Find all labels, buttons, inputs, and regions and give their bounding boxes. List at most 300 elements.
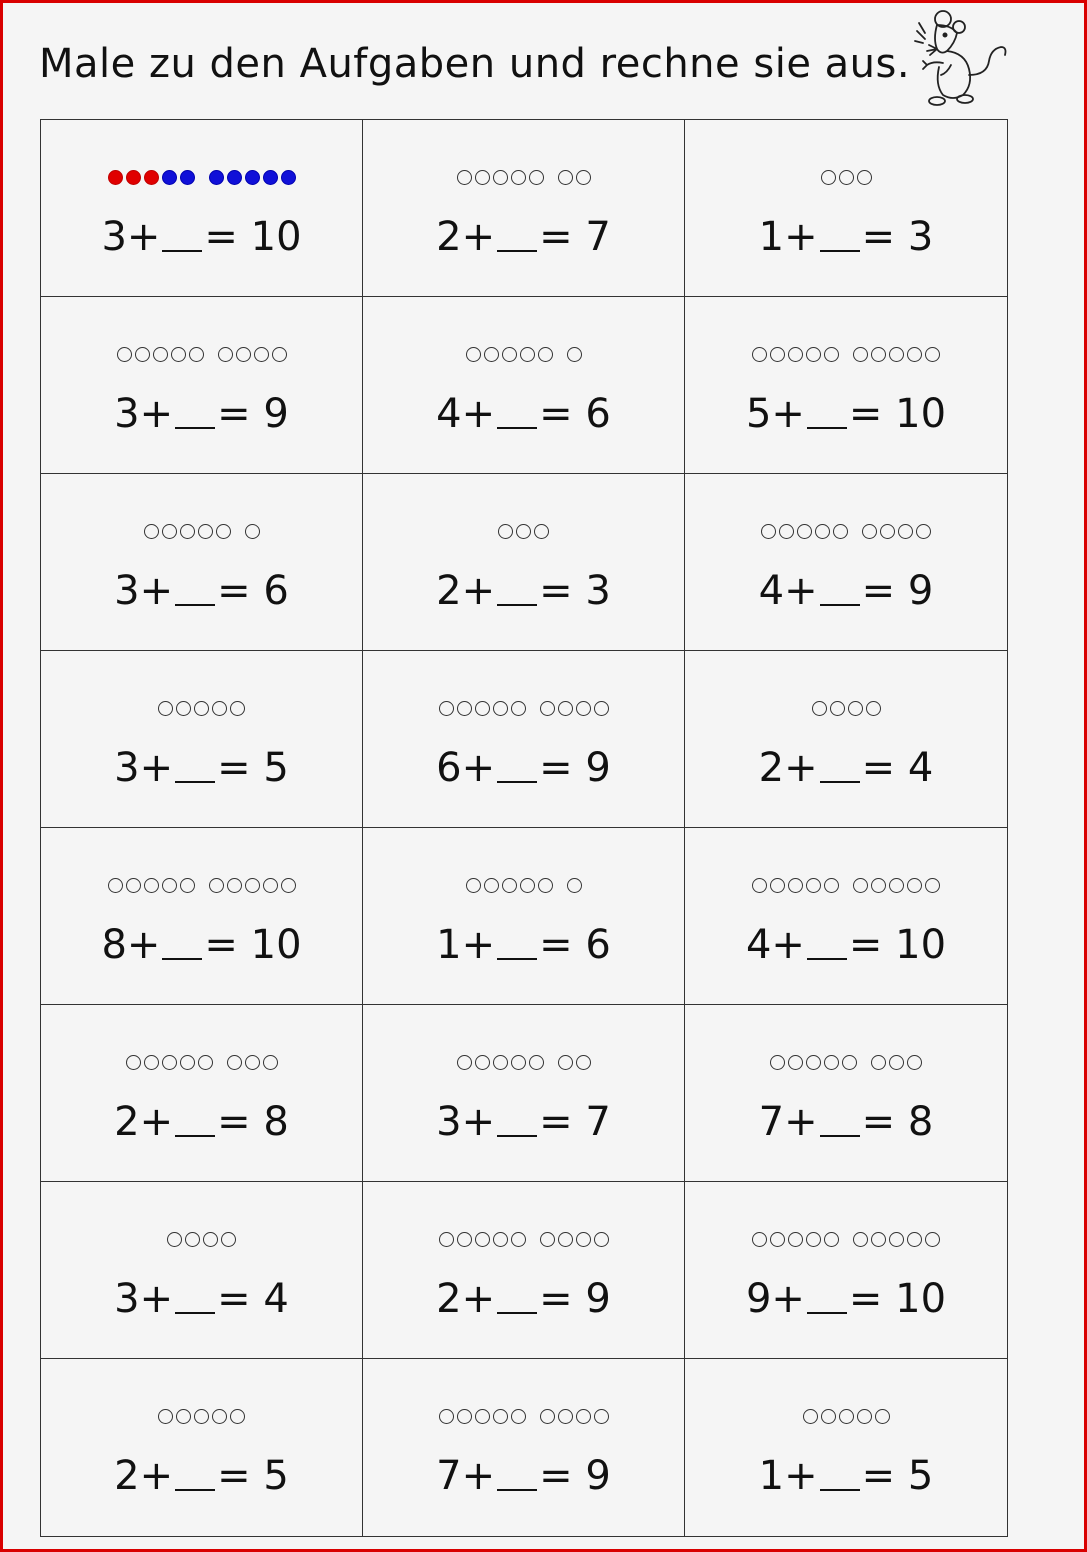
dot-row bbox=[363, 1232, 684, 1247]
counting-circle[interactable] bbox=[594, 1232, 609, 1247]
plus-sign: + bbox=[461, 568, 496, 614]
counting-circle[interactable] bbox=[209, 170, 224, 185]
sum-value: 6 bbox=[263, 568, 289, 614]
counting-circle[interactable] bbox=[848, 701, 863, 716]
sum-value: 8 bbox=[907, 1099, 934, 1145]
counting-circle[interactable] bbox=[788, 878, 803, 893]
counting-circle[interactable] bbox=[281, 170, 296, 185]
task-cell bbox=[363, 120, 685, 297]
counting-circle[interactable] bbox=[475, 1055, 490, 1070]
counting-circle[interactable] bbox=[227, 1055, 242, 1070]
equals-sign: = bbox=[861, 568, 908, 614]
addition-equation bbox=[685, 1099, 1007, 1145]
counting-circle[interactable] bbox=[493, 1232, 508, 1247]
counting-circle[interactable] bbox=[475, 170, 490, 185]
counting-circle[interactable] bbox=[576, 170, 591, 185]
counting-circle[interactable] bbox=[189, 347, 204, 362]
counting-circle[interactable] bbox=[752, 347, 767, 362]
plus-sign: + bbox=[126, 922, 161, 968]
task-cell bbox=[685, 828, 1007, 1005]
counting-circle[interactable] bbox=[176, 1409, 191, 1424]
counting-circle[interactable] bbox=[511, 1409, 526, 1424]
counting-circle[interactable] bbox=[880, 524, 895, 539]
counting-circle[interactable] bbox=[889, 347, 904, 362]
plus-sign: + bbox=[461, 391, 496, 437]
counting-circle[interactable] bbox=[180, 170, 195, 185]
counting-circle[interactable] bbox=[230, 701, 245, 716]
addition-equation bbox=[363, 1453, 684, 1499]
task-cell bbox=[685, 651, 1007, 828]
counting-circle[interactable] bbox=[171, 347, 186, 362]
counting-circle[interactable] bbox=[830, 701, 845, 716]
counting-circle[interactable] bbox=[212, 1409, 227, 1424]
addition-equation bbox=[363, 922, 684, 968]
counting-circle[interactable] bbox=[108, 170, 123, 185]
counting-circle[interactable] bbox=[821, 1409, 836, 1424]
addition-equation bbox=[685, 214, 1007, 260]
counting-circle[interactable] bbox=[752, 1232, 767, 1247]
counting-circle[interactable] bbox=[439, 1232, 454, 1247]
counting-circle[interactable] bbox=[263, 170, 278, 185]
task-cell bbox=[685, 1182, 1007, 1359]
task-cell bbox=[41, 651, 363, 828]
counting-circle[interactable] bbox=[540, 701, 555, 716]
dot-row bbox=[41, 701, 362, 716]
plus-sign: + bbox=[784, 568, 818, 614]
counting-circle[interactable] bbox=[221, 1232, 236, 1247]
counting-circle[interactable] bbox=[558, 1055, 573, 1070]
answer-blank[interactable] bbox=[820, 780, 860, 783]
first-addend: 3 bbox=[114, 391, 140, 437]
counting-circle[interactable] bbox=[871, 1055, 886, 1070]
counting-circle[interactable] bbox=[167, 1232, 182, 1247]
plus-sign: + bbox=[461, 214, 496, 260]
answer-blank[interactable] bbox=[497, 1311, 537, 1314]
counting-circle[interactable] bbox=[839, 170, 854, 185]
counting-circle[interactable] bbox=[194, 701, 209, 716]
counting-circle[interactable] bbox=[824, 347, 839, 362]
first-addend: 1 bbox=[436, 922, 462, 968]
counting-circle[interactable] bbox=[770, 1055, 785, 1070]
addition-equation bbox=[41, 1276, 362, 1322]
counting-circle[interactable] bbox=[254, 347, 269, 362]
equals-sign: = bbox=[217, 1099, 264, 1145]
counting-circle[interactable] bbox=[144, 1055, 159, 1070]
first-addend: 4 bbox=[436, 391, 462, 437]
first-addend: 7 bbox=[758, 1099, 785, 1145]
addition-equation bbox=[363, 745, 684, 791]
equals-sign: = bbox=[539, 1099, 586, 1145]
first-addend: 1 bbox=[758, 1453, 785, 1499]
equals-sign: = bbox=[217, 1276, 264, 1322]
first-addend: 4 bbox=[758, 568, 785, 614]
sum-value: 10 bbox=[250, 922, 302, 968]
dot-row bbox=[685, 701, 1007, 716]
counting-circle[interactable] bbox=[203, 1232, 218, 1247]
counting-circle[interactable] bbox=[511, 1232, 526, 1247]
counting-circle[interactable] bbox=[558, 701, 573, 716]
task-cell bbox=[363, 474, 685, 651]
first-addend: 2 bbox=[436, 568, 462, 614]
task-cell bbox=[363, 651, 685, 828]
dot-row bbox=[685, 1409, 1007, 1424]
counting-circle[interactable] bbox=[493, 1055, 508, 1070]
counting-circle[interactable] bbox=[511, 170, 526, 185]
equals-sign: = bbox=[539, 745, 586, 791]
answer-blank[interactable] bbox=[175, 1134, 215, 1137]
counting-circle[interactable] bbox=[493, 701, 508, 716]
counting-circle[interactable] bbox=[511, 1055, 526, 1070]
counting-circle[interactable] bbox=[457, 1409, 472, 1424]
counting-circle[interactable] bbox=[153, 347, 168, 362]
counting-circle[interactable] bbox=[842, 1055, 857, 1070]
sum-value: 9 bbox=[585, 1276, 611, 1322]
answer-blank[interactable] bbox=[820, 249, 860, 252]
counting-circle[interactable] bbox=[162, 1055, 177, 1070]
first-addend: 3 bbox=[114, 568, 140, 614]
counting-circle[interactable] bbox=[806, 1055, 821, 1070]
dot-row bbox=[685, 1232, 1007, 1247]
sum-value: 4 bbox=[907, 745, 934, 791]
counting-circle[interactable] bbox=[916, 524, 931, 539]
counting-circle[interactable] bbox=[788, 1055, 803, 1070]
counting-circle[interactable] bbox=[866, 701, 881, 716]
first-addend: 2 bbox=[436, 214, 462, 260]
counting-circle[interactable] bbox=[862, 524, 877, 539]
counting-circle[interactable] bbox=[144, 524, 159, 539]
task-cell bbox=[41, 120, 363, 297]
answer-blank[interactable] bbox=[497, 957, 537, 960]
counting-circle[interactable] bbox=[162, 524, 177, 539]
counting-circle[interactable] bbox=[180, 878, 195, 893]
counting-circle[interactable] bbox=[198, 524, 213, 539]
counting-circle[interactable] bbox=[272, 347, 287, 362]
counting-circle[interactable] bbox=[439, 701, 454, 716]
counting-circle[interactable] bbox=[180, 1055, 195, 1070]
counting-circle[interactable] bbox=[833, 524, 848, 539]
first-addend: 2 bbox=[758, 745, 785, 791]
plus-sign: + bbox=[139, 1276, 174, 1322]
task-cell bbox=[41, 1359, 363, 1536]
counting-circle[interactable] bbox=[108, 878, 123, 893]
answer-blank[interactable] bbox=[497, 1488, 537, 1491]
equals-sign: = bbox=[217, 568, 264, 614]
answer-blank[interactable] bbox=[820, 603, 860, 606]
first-addend: 3 bbox=[114, 1276, 140, 1322]
answer-blank[interactable] bbox=[175, 426, 215, 429]
counting-circle[interactable] bbox=[538, 878, 553, 893]
addition-equation bbox=[363, 568, 684, 614]
answer-blank[interactable] bbox=[497, 249, 537, 252]
answer-blank[interactable] bbox=[807, 426, 847, 429]
addition-equation bbox=[363, 391, 684, 437]
counting-circle[interactable] bbox=[824, 1055, 839, 1070]
sum-value: 7 bbox=[585, 214, 611, 260]
counting-circle[interactable] bbox=[498, 524, 513, 539]
answer-blank[interactable] bbox=[175, 1488, 215, 1491]
answer-blank[interactable] bbox=[807, 957, 847, 960]
counting-circle[interactable] bbox=[821, 170, 836, 185]
counting-circle[interactable] bbox=[493, 1409, 508, 1424]
counting-circle[interactable] bbox=[158, 1409, 173, 1424]
equals-sign: = bbox=[204, 214, 251, 260]
counting-circle[interactable] bbox=[907, 1232, 922, 1247]
first-addend: 3 bbox=[101, 214, 127, 260]
counting-circle[interactable] bbox=[853, 878, 868, 893]
counting-circle[interactable] bbox=[209, 878, 224, 893]
counting-circle[interactable] bbox=[227, 170, 242, 185]
counting-circle[interactable] bbox=[761, 524, 776, 539]
counting-circle[interactable] bbox=[925, 878, 940, 893]
counting-circle[interactable] bbox=[162, 170, 177, 185]
answer-blank[interactable] bbox=[497, 1134, 537, 1137]
counting-circle[interactable] bbox=[797, 524, 812, 539]
counting-circle[interactable] bbox=[245, 878, 260, 893]
dot-row bbox=[363, 170, 684, 185]
counting-circle[interactable] bbox=[853, 347, 868, 362]
sum-value: 6 bbox=[585, 391, 611, 437]
counting-circle[interactable] bbox=[540, 1232, 555, 1247]
counting-circle[interactable] bbox=[806, 1232, 821, 1247]
counting-circle[interactable] bbox=[567, 878, 582, 893]
counting-circle[interactable] bbox=[263, 1055, 278, 1070]
counting-circle[interactable] bbox=[567, 347, 582, 362]
counting-circle[interactable] bbox=[281, 878, 296, 893]
counting-circle[interactable] bbox=[889, 1055, 904, 1070]
counting-circle[interactable] bbox=[475, 1232, 490, 1247]
plus-sign: + bbox=[771, 391, 805, 437]
counting-circle[interactable] bbox=[576, 1409, 591, 1424]
sum-value: 10 bbox=[895, 1276, 947, 1322]
counting-circle[interactable] bbox=[907, 878, 922, 893]
first-addend: 2 bbox=[114, 1453, 140, 1499]
equals-sign: = bbox=[217, 391, 264, 437]
sum-value: 9 bbox=[585, 745, 611, 791]
counting-circle[interactable] bbox=[875, 1409, 890, 1424]
counting-circle[interactable] bbox=[538, 347, 553, 362]
counting-circle[interactable] bbox=[144, 170, 159, 185]
counting-circle[interactable] bbox=[194, 1409, 209, 1424]
counting-circle[interactable] bbox=[779, 524, 794, 539]
equals-sign: = bbox=[848, 391, 896, 437]
answer-blank[interactable] bbox=[175, 603, 215, 606]
counting-circle[interactable] bbox=[889, 878, 904, 893]
counting-circle[interactable] bbox=[218, 347, 233, 362]
counting-circle[interactable] bbox=[516, 524, 531, 539]
counting-circle[interactable] bbox=[839, 1409, 854, 1424]
answer-blank[interactable] bbox=[162, 957, 202, 960]
counting-circle[interactable] bbox=[245, 524, 260, 539]
counting-circle[interactable] bbox=[180, 524, 195, 539]
counting-circle[interactable] bbox=[770, 878, 785, 893]
counting-circle[interactable] bbox=[806, 347, 821, 362]
counting-circle[interactable] bbox=[889, 1232, 904, 1247]
counting-circle[interactable] bbox=[117, 347, 132, 362]
counting-circle[interactable] bbox=[925, 347, 940, 362]
counting-circle[interactable] bbox=[520, 878, 535, 893]
counting-circle[interactable] bbox=[216, 524, 231, 539]
equals-sign: = bbox=[217, 745, 264, 791]
counting-circle[interactable] bbox=[770, 1232, 785, 1247]
counting-circle[interactable] bbox=[770, 347, 785, 362]
counting-circle[interactable] bbox=[558, 1232, 573, 1247]
counting-circle[interactable] bbox=[857, 1409, 872, 1424]
dot-row bbox=[363, 878, 684, 893]
counting-circle[interactable] bbox=[457, 1055, 472, 1070]
first-addend: 1 bbox=[758, 214, 785, 260]
counting-circle[interactable] bbox=[144, 878, 159, 893]
sum-value: 8 bbox=[263, 1099, 289, 1145]
counting-circle[interactable] bbox=[502, 878, 517, 893]
counting-circle[interactable] bbox=[439, 1409, 454, 1424]
answer-blank[interactable] bbox=[820, 1488, 860, 1491]
equals-sign: = bbox=[539, 214, 586, 260]
counting-circle[interactable] bbox=[558, 1409, 573, 1424]
counting-circle[interactable] bbox=[135, 347, 150, 362]
answer-blank[interactable] bbox=[497, 426, 537, 429]
counting-circle[interactable] bbox=[853, 1232, 868, 1247]
counting-circle[interactable] bbox=[824, 1232, 839, 1247]
equals-sign: = bbox=[539, 922, 586, 968]
counting-circle[interactable] bbox=[457, 1232, 472, 1247]
first-addend: 8 bbox=[101, 922, 127, 968]
answer-blank[interactable] bbox=[175, 1311, 215, 1314]
plus-sign: + bbox=[771, 1276, 805, 1322]
counting-circle[interactable] bbox=[907, 347, 922, 362]
counting-circle[interactable] bbox=[126, 170, 141, 185]
task-cell bbox=[41, 297, 363, 474]
counting-circle[interactable] bbox=[484, 878, 499, 893]
counting-circle[interactable] bbox=[466, 878, 481, 893]
counting-circle[interactable] bbox=[475, 1409, 490, 1424]
first-addend: 9 bbox=[745, 1276, 772, 1322]
first-addend: 4 bbox=[745, 922, 772, 968]
addition-equation bbox=[363, 1276, 684, 1322]
counting-circle[interactable] bbox=[576, 1232, 591, 1247]
counting-circle[interactable] bbox=[245, 1055, 260, 1070]
counting-circle[interactable] bbox=[558, 170, 573, 185]
equals-sign: = bbox=[848, 922, 896, 968]
counting-circle[interactable] bbox=[198, 1055, 213, 1070]
task-cell bbox=[363, 1005, 685, 1182]
answer-blank[interactable] bbox=[497, 780, 537, 783]
counting-circle[interactable] bbox=[126, 1055, 141, 1070]
counting-circle[interactable] bbox=[529, 170, 544, 185]
counting-circle[interactable] bbox=[162, 878, 177, 893]
counting-circle[interactable] bbox=[925, 1232, 940, 1247]
task-cell bbox=[363, 828, 685, 1005]
dot-row bbox=[363, 701, 684, 716]
first-addend: 3 bbox=[436, 1099, 462, 1145]
plus-sign: + bbox=[784, 1453, 818, 1499]
first-addend: 2 bbox=[436, 1276, 462, 1322]
counting-circle[interactable] bbox=[245, 170, 260, 185]
counting-circle[interactable] bbox=[230, 1409, 245, 1424]
counting-circle[interactable] bbox=[534, 524, 549, 539]
counting-circle[interactable] bbox=[502, 347, 517, 362]
dot-row bbox=[363, 524, 684, 539]
counting-circle[interactable] bbox=[484, 347, 499, 362]
counting-circle[interactable] bbox=[752, 878, 767, 893]
sum-value: 7 bbox=[585, 1099, 611, 1145]
answer-blank[interactable] bbox=[162, 249, 202, 252]
answer-blank[interactable] bbox=[807, 1311, 847, 1314]
first-addend: 7 bbox=[436, 1453, 462, 1499]
equals-sign: = bbox=[861, 214, 908, 260]
counting-circle[interactable] bbox=[907, 1055, 922, 1070]
counting-circle[interactable] bbox=[871, 347, 886, 362]
counting-circle[interactable] bbox=[176, 701, 191, 716]
counting-circle[interactable] bbox=[457, 701, 472, 716]
counting-circle[interactable] bbox=[788, 1232, 803, 1247]
counting-circle[interactable] bbox=[824, 878, 839, 893]
counting-circle[interactable] bbox=[594, 701, 609, 716]
counting-circle[interactable] bbox=[263, 878, 278, 893]
plus-sign: + bbox=[139, 391, 174, 437]
counting-circle[interactable] bbox=[493, 170, 508, 185]
counting-circle[interactable] bbox=[871, 1232, 886, 1247]
counting-circle[interactable] bbox=[898, 524, 913, 539]
counting-circle[interactable] bbox=[812, 701, 827, 716]
dot-row bbox=[41, 170, 362, 185]
counting-circle[interactable] bbox=[212, 701, 227, 716]
equals-sign: = bbox=[861, 1099, 908, 1145]
counting-circle[interactable] bbox=[871, 878, 886, 893]
counting-circle[interactable] bbox=[815, 524, 830, 539]
task-cell bbox=[363, 1182, 685, 1359]
counting-circle[interactable] bbox=[576, 1055, 591, 1070]
task-cell bbox=[41, 1182, 363, 1359]
counting-circle[interactable] bbox=[529, 1055, 544, 1070]
answer-blank[interactable] bbox=[175, 780, 215, 783]
plus-sign: + bbox=[139, 568, 174, 614]
counting-circle[interactable] bbox=[511, 701, 526, 716]
counting-circle[interactable] bbox=[126, 878, 141, 893]
answer-blank[interactable] bbox=[820, 1134, 860, 1137]
addition-equation bbox=[41, 568, 362, 614]
plus-sign: + bbox=[784, 1099, 818, 1145]
counting-circle[interactable] bbox=[475, 701, 490, 716]
counting-circle[interactable] bbox=[576, 701, 591, 716]
counting-circle[interactable] bbox=[158, 701, 173, 716]
counting-circle[interactable] bbox=[803, 1409, 818, 1424]
counting-circle[interactable] bbox=[788, 347, 803, 362]
sum-value: 5 bbox=[263, 745, 289, 791]
counting-circle[interactable] bbox=[185, 1232, 200, 1247]
answer-blank[interactable] bbox=[497, 603, 537, 606]
counting-circle[interactable] bbox=[540, 1409, 555, 1424]
counting-circle[interactable] bbox=[806, 878, 821, 893]
counting-circle[interactable] bbox=[466, 347, 481, 362]
counting-circle[interactable] bbox=[520, 347, 535, 362]
equals-sign: = bbox=[204, 922, 251, 968]
sum-value: 10 bbox=[250, 214, 302, 260]
counting-circle[interactable] bbox=[236, 347, 251, 362]
counting-circle[interactable] bbox=[857, 170, 872, 185]
task-cell bbox=[363, 297, 685, 474]
equals-sign: = bbox=[861, 1453, 908, 1499]
task-cell bbox=[685, 1005, 1007, 1182]
task-grid bbox=[40, 119, 1008, 1537]
worksheet-title: Male zu den Aufgaben und rechne sie aus. bbox=[39, 41, 911, 87]
counting-circle[interactable] bbox=[227, 878, 242, 893]
dot-row bbox=[41, 1232, 362, 1247]
addition-equation bbox=[685, 1453, 1007, 1499]
plus-sign: + bbox=[771, 922, 805, 968]
counting-circle[interactable] bbox=[594, 1409, 609, 1424]
plus-sign: + bbox=[461, 1099, 496, 1145]
counting-circle[interactable] bbox=[457, 170, 472, 185]
